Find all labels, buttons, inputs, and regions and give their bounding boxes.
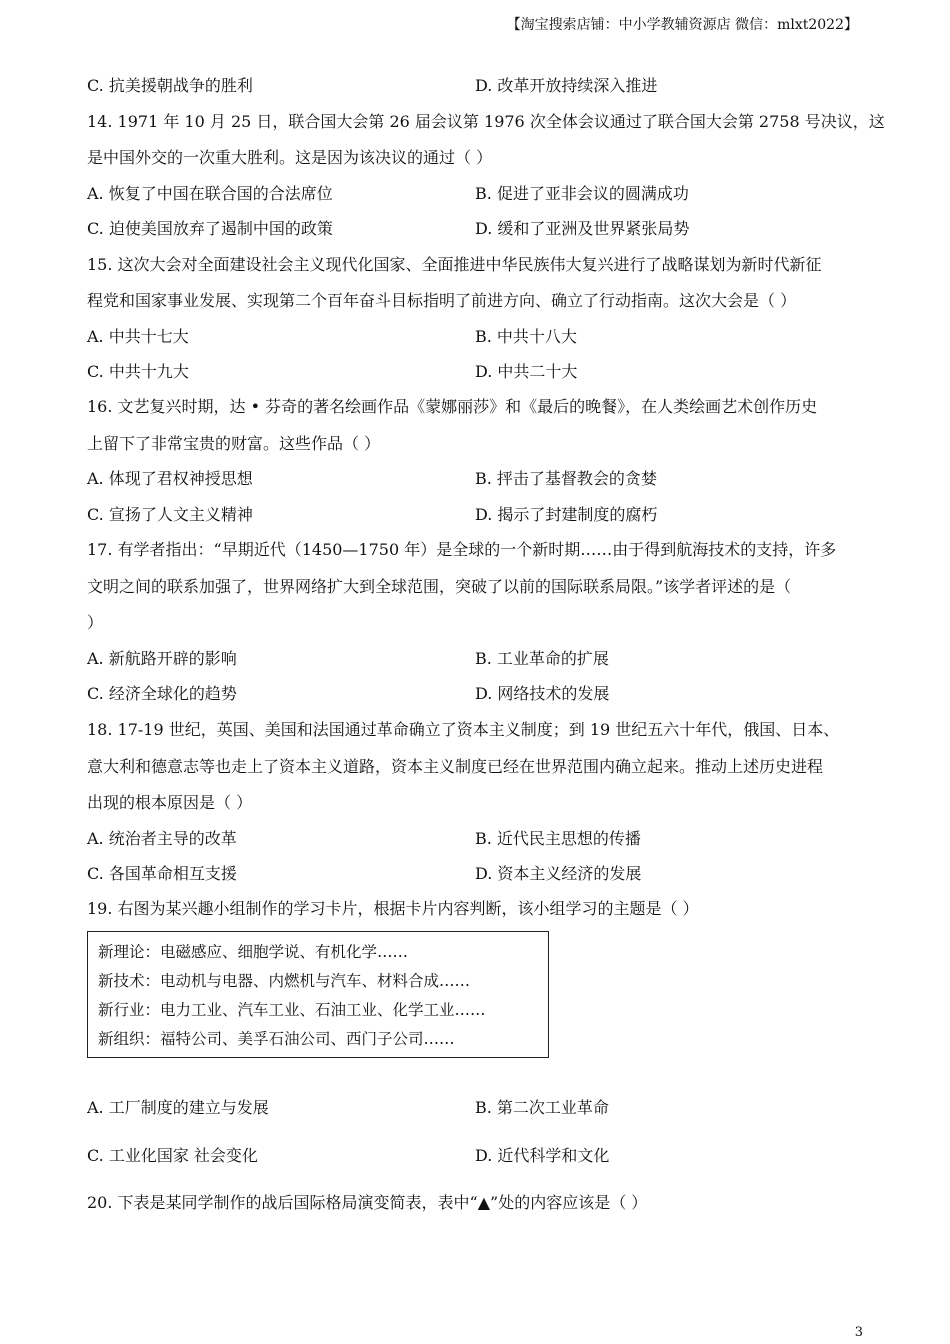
- q18-stem-line-3: 出现的根本原因是（ ）: [87, 793, 253, 812]
- q15-option-c: C. 中共十九大: [87, 362, 189, 381]
- q16-option-a: A. 体现了君权神授思想: [87, 469, 253, 488]
- card-line-industry: 新行业：电力工业、汽车工业、石油工业、化学工业……: [98, 1001, 486, 1019]
- study-card: [87, 931, 549, 1058]
- page-header: 【淘宝搜索店铺：中小学教辅资源店 微信：mlxt2022】: [506, 17, 858, 33]
- q14-stem-line-1: 14. 1971 年 10 月 25 日，联合国大会第 26 届会议第 1976 次全体会议通过了联合国大会第 2758 号决议，这: [87, 112, 885, 131]
- q15-option-d: D. 中共二十大: [475, 362, 578, 381]
- card-line-theory: 新理论：电磁感应、细胞学说、有机化学……: [98, 943, 409, 961]
- q18-option-d: D. 资本主义经济的发展: [475, 864, 642, 883]
- q20-stem-line-1: 20. 下表是某同学制作的战后国际格局演变简表，表中“▲”处的内容应该是（ ）: [87, 1193, 648, 1212]
- q18-stem-line-2: 意大利和德意志等也走上了资本主义道路，资本主义制度已经在世界范围内确立起来。推动上述历史进程: [87, 757, 824, 776]
- page-number: 3: [854, 1325, 863, 1340]
- q19-option-b: B. 第二次工业革命: [475, 1098, 609, 1117]
- q17-option-b: B. 工业革命的扩展: [475, 649, 609, 668]
- q17-stem-line-1: 17. 有学者指出：“早期近代（1450—1750 年）是全球的一个新时期……由于得到航海技术的支持，许多: [87, 540, 837, 559]
- q18-option-c: C. 各国革命相互支援: [87, 864, 237, 883]
- q14-option-c: C. 迫使美国放弃了遏制中国的政策: [87, 219, 333, 238]
- q16-option-d: D. 揭示了封建制度的腐朽: [475, 505, 658, 524]
- q14-option-d: D. 缓和了亚洲及世界紧张局势: [475, 219, 690, 238]
- q19-option-a: A. 工厂制度的建立与发展: [87, 1098, 269, 1117]
- q14-stem-line-2: 是中国外交的一次重大胜利。这是因为该决议的通过（ ）: [87, 148, 493, 167]
- q13-option-c: C. 抗美援朝战争的胜利: [87, 76, 253, 95]
- q19-stem-line-1: 19. 右图为某兴趣小组制作的学习卡片，根据卡片内容判断，该小组学习的主题是（ ）: [87, 899, 699, 918]
- q16-option-c: C. 宣扬了人文主义精神: [87, 505, 253, 524]
- q17-stem-line-3: ）: [87, 613, 104, 632]
- q18-option-b: B. 近代民主思想的传播: [475, 829, 641, 848]
- q15-stem-line-1: 15. 这次大会对全面建设社会主义现代化国家、全面推进中华民族伟大复兴进行了战略谋划为新时代新征: [87, 255, 822, 274]
- q14-option-b: B. 促进了亚非会议的圆满成功: [475, 184, 689, 203]
- q16-option-b: B. 抨击了基督教会的贪婪: [475, 469, 657, 488]
- q18-stem-line-1: 18. 17-19 世纪，英国、美国和法国通过革命确立了资本主义制度；到 19 世纪五六十年代，俄国、日本、: [87, 720, 840, 739]
- q17-stem-line-2: 文明之间的联系加强了，世界网络扩大到全球范围，突破了以前的国际联系局限。”该学者评述的是（: [87, 577, 792, 596]
- q17-option-a: A. 新航路开辟的影响: [87, 649, 237, 668]
- q14-option-a: A. 恢复了中国在联合国的合法席位: [87, 184, 333, 203]
- q17-option-d: D. 网络技术的发展: [475, 684, 610, 703]
- q15-stem-line-2: 程党和国家事业发展、实现第二个百年奋斗目标指明了前进方向、确立了行动指南。这次大会是（ ）: [87, 291, 797, 310]
- q15-option-b: B. 中共十八大: [475, 327, 577, 346]
- q16-stem-line-2: 上留下了非常宝贵的财富。这些作品（ ）: [87, 434, 381, 453]
- q16-stem-line-1: 16. 文艺复兴时期，达 • 芬奇的著名绘画作品《蒙娜丽莎》和《最后的晚餐》，在人类绘画艺术创作历史: [87, 397, 818, 416]
- q19-option-d: D. 近代科学和文化: [475, 1146, 610, 1165]
- q17-option-c: C. 经济全球化的趋势: [87, 684, 237, 703]
- card-line-technology: 新技术：电动机与电器、内燃机与汽车、材料合成……: [98, 972, 471, 990]
- q19-option-c: C. 工业化国家 社会变化: [87, 1146, 258, 1165]
- card-line-organization: 新组织：福特公司、美孚石油公司、西门子公司……: [98, 1030, 455, 1048]
- q15-option-a: A. 中共十七大: [87, 327, 189, 346]
- q13-option-d: D. 改革开放持续深入推进: [475, 76, 658, 95]
- q18-option-a: A. 统治者主导的改革: [87, 829, 237, 848]
